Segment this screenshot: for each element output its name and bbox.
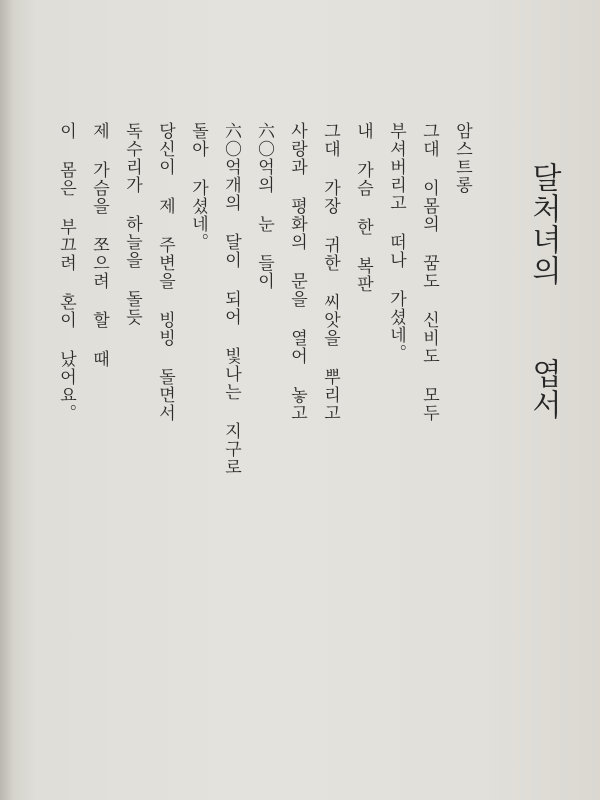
poem-line: 그대 이몸의 꿈도 신비도 모두	[419, 122, 439, 422]
poem-line: 당신이 제 주변을 빙빙 돌면서	[155, 122, 175, 422]
poem-line: 六〇억개의 달이 되어 빛나는 지구로	[221, 122, 241, 476]
poem-line: 독수리가 하늘을 돌듯	[122, 122, 142, 326]
poem-line: 이 몸은 부끄려 혼이 났어요。	[56, 122, 76, 422]
poem-line: 제 가슴을 쪼으려 할 때	[89, 122, 109, 368]
poem-line: 사랑과 평화의 문을 열어 놓고	[287, 122, 307, 422]
poem-title: 달처녀의 엽서	[526, 162, 561, 420]
page-gutter	[0, 0, 14, 800]
poem-line: 내 가슴 한 복판	[353, 122, 373, 293]
poem-line: 부셔버리고 떠나 가셨네。	[386, 122, 406, 362]
poem-line: 六〇억의 눈 들이	[254, 122, 274, 290]
poem-line: 돌아 가셨네。	[188, 122, 208, 251]
poem-line: 암스트롱	[452, 122, 472, 194]
poem-line: 그대 가장 귀한 씨앗을 뿌리고	[320, 122, 340, 422]
poem-body	[49, 122, 478, 722]
